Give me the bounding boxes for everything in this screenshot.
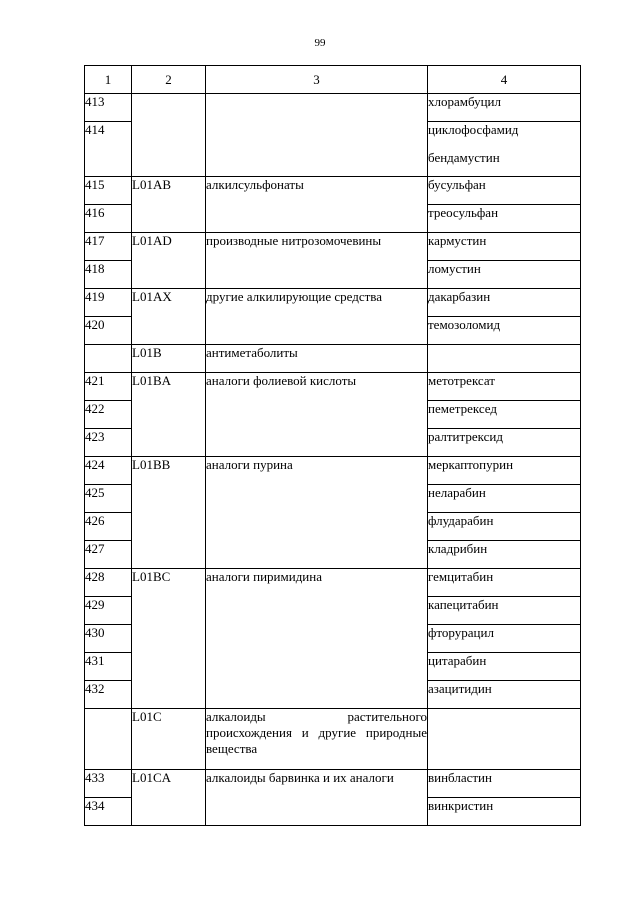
table-row xyxy=(85,569,581,597)
header-cell: 3 xyxy=(206,66,428,94)
group-description: другие алкилирующие средства xyxy=(206,289,428,345)
row-number: 428 xyxy=(85,569,132,597)
row-number: 426 xyxy=(85,513,132,541)
row-number xyxy=(85,709,132,770)
drug-name: хлорамбуцил xyxy=(428,94,581,122)
atc-code: L01AB xyxy=(132,177,206,233)
row-number: 432 xyxy=(85,681,132,709)
drug-name: кармустин xyxy=(428,233,581,261)
atc-code: L01BB xyxy=(132,457,206,569)
row-number: 414 xyxy=(85,122,132,177)
drug-name: дакарбазин xyxy=(428,289,581,317)
row-number: 434 xyxy=(85,798,132,826)
row-number: 424 xyxy=(85,457,132,485)
group-description: алкалоиды барвинка и их аналоги xyxy=(206,770,428,826)
header-cell: 2 xyxy=(132,66,206,94)
group-description: антиметаболиты xyxy=(206,345,428,373)
row-number: 416 xyxy=(85,205,132,233)
drug-name xyxy=(428,345,581,373)
row-number: 419 xyxy=(85,289,132,317)
atc-code: L01AX xyxy=(132,289,206,345)
drug-name: бусульфан xyxy=(428,177,581,205)
drug-name: ралтитрексид xyxy=(428,429,581,457)
group-description xyxy=(206,94,428,177)
row-number: 418 xyxy=(85,261,132,289)
table-row xyxy=(85,177,581,205)
row-number: 417 xyxy=(85,233,132,261)
page-number: 99 xyxy=(314,37,326,49)
drug-name: кладрибин xyxy=(428,541,581,569)
table-header-row xyxy=(85,66,581,94)
table-row xyxy=(85,709,581,770)
drug-cell xyxy=(428,122,581,177)
atc-code: L01AD xyxy=(132,233,206,289)
row-number: 413 xyxy=(85,94,132,122)
row-number: 423 xyxy=(85,429,132,457)
drug-name: гемцитабин xyxy=(428,569,581,597)
drug-name: неларабин xyxy=(428,485,581,513)
table-row xyxy=(85,373,581,401)
atc-code: L01BC xyxy=(132,569,206,709)
atc-code: L01CA xyxy=(132,770,206,826)
atc-code xyxy=(132,94,206,177)
table-row xyxy=(85,94,581,122)
atc-code: L01BA xyxy=(132,373,206,457)
drug-name: цитарабин xyxy=(428,653,581,681)
row-number: 427 xyxy=(85,541,132,569)
atc-code: L01B xyxy=(132,345,206,373)
drug-name: темозоломид xyxy=(428,317,581,345)
row-number: 430 xyxy=(85,625,132,653)
group-description: алкилсульфонаты xyxy=(206,177,428,233)
drug-name: винбластин xyxy=(428,770,581,798)
drug-name: пеметрексед xyxy=(428,401,581,429)
row-number: 425 xyxy=(85,485,132,513)
table-row xyxy=(85,457,581,485)
group-description: алкалоиды растительного происхождения и другие природные вещества xyxy=(206,709,428,770)
drug-name: метотрексат xyxy=(428,373,581,401)
atc-code: L01C xyxy=(132,709,206,770)
drug-name: фторурацил xyxy=(428,625,581,653)
group-description: аналоги пурина xyxy=(206,457,428,569)
atc-table xyxy=(84,65,581,826)
table-row xyxy=(85,289,581,317)
row-number: 431 xyxy=(85,653,132,681)
drug-name: винкристин xyxy=(428,798,581,826)
group-description: производные нитрозомочевины xyxy=(206,233,428,289)
row-number: 422 xyxy=(85,401,132,429)
drug-name: флударабин xyxy=(428,513,581,541)
row-number: 433 xyxy=(85,770,132,798)
drug-name: бендамустин xyxy=(428,150,500,165)
table-row xyxy=(85,770,581,798)
header-cell: 1 xyxy=(85,66,132,94)
table-row xyxy=(85,345,581,373)
header-cell: 4 xyxy=(428,66,581,94)
table-row xyxy=(85,233,581,261)
row-number: 420 xyxy=(85,317,132,345)
group-description: аналоги пиримидина xyxy=(206,569,428,709)
row-number: 415 xyxy=(85,177,132,205)
group-description: аналоги фолиевой кислоты xyxy=(206,373,428,457)
drug-name: меркаптопурин xyxy=(428,457,581,485)
drug-name: азацитидин xyxy=(428,681,581,709)
row-number xyxy=(85,345,132,373)
drug-name: циклофосфамид xyxy=(428,122,519,137)
drug-name xyxy=(428,709,581,770)
row-number: 429 xyxy=(85,597,132,625)
drug-name: ломустин xyxy=(428,261,581,289)
row-number: 421 xyxy=(85,373,132,401)
drug-name: капецитабин xyxy=(428,597,581,625)
drug-name: треосульфан xyxy=(428,205,581,233)
